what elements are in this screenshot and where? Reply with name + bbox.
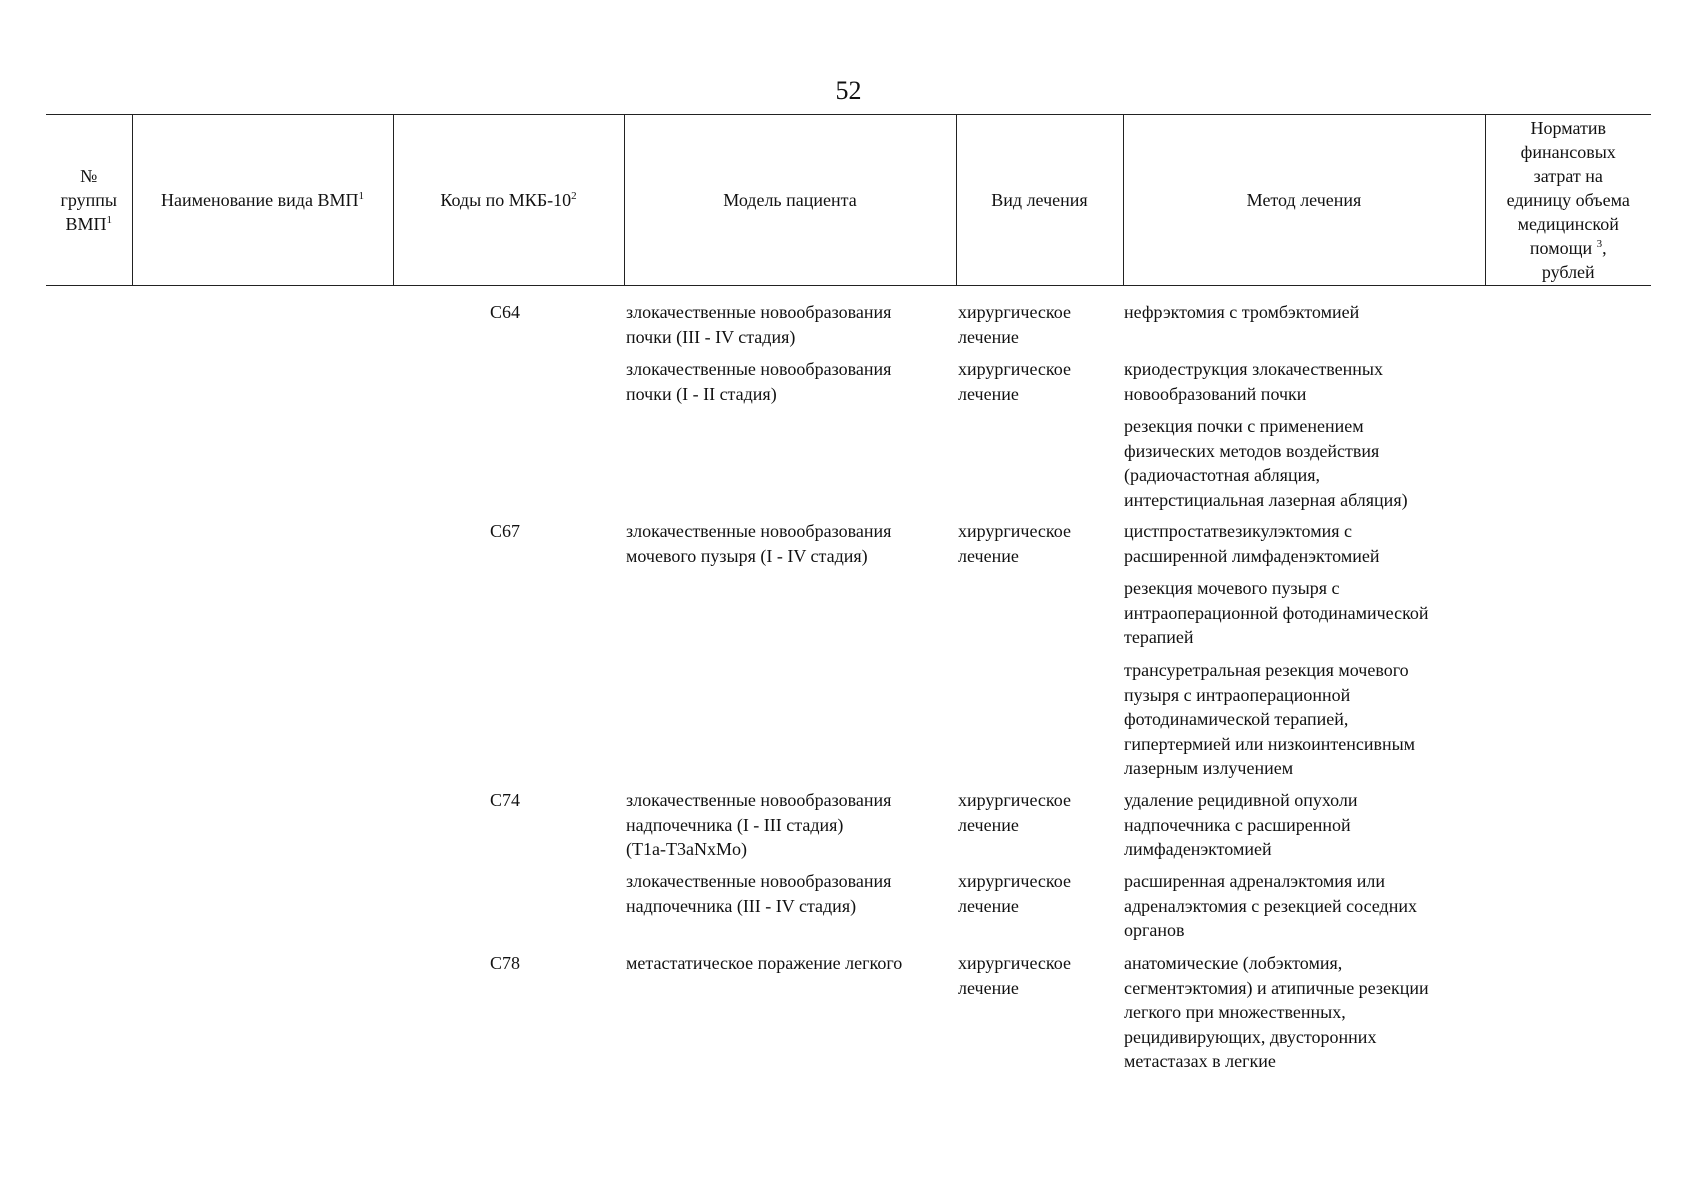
header-cost-norm: Норматив финансовых затрат на единицу объема медицинской помощи $^3$, рублей bbox=[1485, 115, 1651, 286]
treatment-type: хирургическое лечение bbox=[958, 359, 1071, 404]
treatment-method: резекция почки с применением физических методов воздействия (радиочастотная абляция, интерстициальная лазерная абляция) bbox=[1124, 416, 1408, 510]
table-row bbox=[0, 658, 1697, 788]
patient-model: злокачественные новообразования мочевого пузыря (I - IV стадия) bbox=[626, 521, 892, 566]
header-group-number: № группы ВМП$^1$ bbox=[60, 166, 117, 234]
treatment-type: хирургическое лечение bbox=[958, 871, 1071, 916]
page-number: 52 bbox=[835, 76, 862, 105]
table-row bbox=[0, 951, 1697, 1081]
header-vmp-name: Наименование вида ВМП$^1$ bbox=[132, 115, 393, 286]
header-icd-codes: Коды по МКБ-$10^2$ bbox=[393, 115, 624, 286]
treatment-method: удаление рецидивной опухоли надпочечника с расширенной лимфаденэктомией bbox=[1124, 790, 1358, 859]
table-row bbox=[0, 519, 1697, 576]
table-row bbox=[0, 357, 1697, 414]
treatment-method: цистпростатвезикулэктомия с расширенной лимфаденэктомией bbox=[1124, 521, 1380, 566]
treatment-type: хирургическое лечение bbox=[958, 302, 1071, 347]
treatment-type: хирургическое лечение bbox=[958, 521, 1071, 566]
table-row bbox=[0, 414, 1697, 519]
table-row bbox=[0, 788, 1697, 869]
table-row bbox=[0, 300, 1697, 357]
patient-model: метастатическое поражение легкого bbox=[626, 953, 903, 973]
treatment-method: расширенная адреналэктомия или адреналэктомия с резекцией соседних органов bbox=[1124, 871, 1417, 940]
table-body bbox=[0, 300, 1697, 1081]
table-header bbox=[46, 114, 1651, 286]
treatment-method: трансуретральная резекция мочевого пузыря с интраоперационной фотодинамической терапией, гипертермией или низкоинтенсивным лазерным излучением bbox=[1124, 660, 1416, 778]
icd-code: C74 bbox=[490, 790, 521, 810]
icd-code: C67 bbox=[490, 521, 521, 541]
header-treatment-method: Метод лечения bbox=[1123, 115, 1485, 286]
header-treatment-type: Вид лечения bbox=[956, 115, 1123, 286]
icd-code: C78 bbox=[490, 953, 521, 973]
patient-model: злокачественные новообразования почки (III - IV стадия) bbox=[626, 302, 892, 347]
treatment-type: хирургическое лечение bbox=[958, 790, 1071, 835]
patient-model: злокачественные новообразования почки (I - II стадия) bbox=[626, 359, 892, 404]
patient-model: злокачественные новообразования надпочечника (I - III стадия) (T1a-T3aNxMo) bbox=[626, 790, 892, 859]
header-patient-model: Модель пациента bbox=[624, 115, 956, 286]
treatment-method: анатомические (лобэктомия, сегментэктомия) и атипичные резекции легкого при множественных, рецидивирующих, двусторонних метастазах в легкие bbox=[1124, 953, 1429, 1071]
treatment-method: нефрэктомия с тромбэктомией bbox=[1124, 302, 1360, 322]
treatment-method: резекция мочевого пузыря с интраоперационной фотодинамической терапией bbox=[1124, 578, 1429, 647]
patient-model: злокачественные новообразования надпочечника (III - IV стадия) bbox=[626, 871, 892, 916]
icd-code: C64 bbox=[490, 302, 521, 322]
table-row bbox=[0, 869, 1697, 951]
treatment-method: криодеструкция злокачественных новообразований почки bbox=[1124, 359, 1384, 404]
table-row bbox=[0, 576, 1697, 658]
treatment-type: хирургическое лечение bbox=[958, 953, 1071, 998]
